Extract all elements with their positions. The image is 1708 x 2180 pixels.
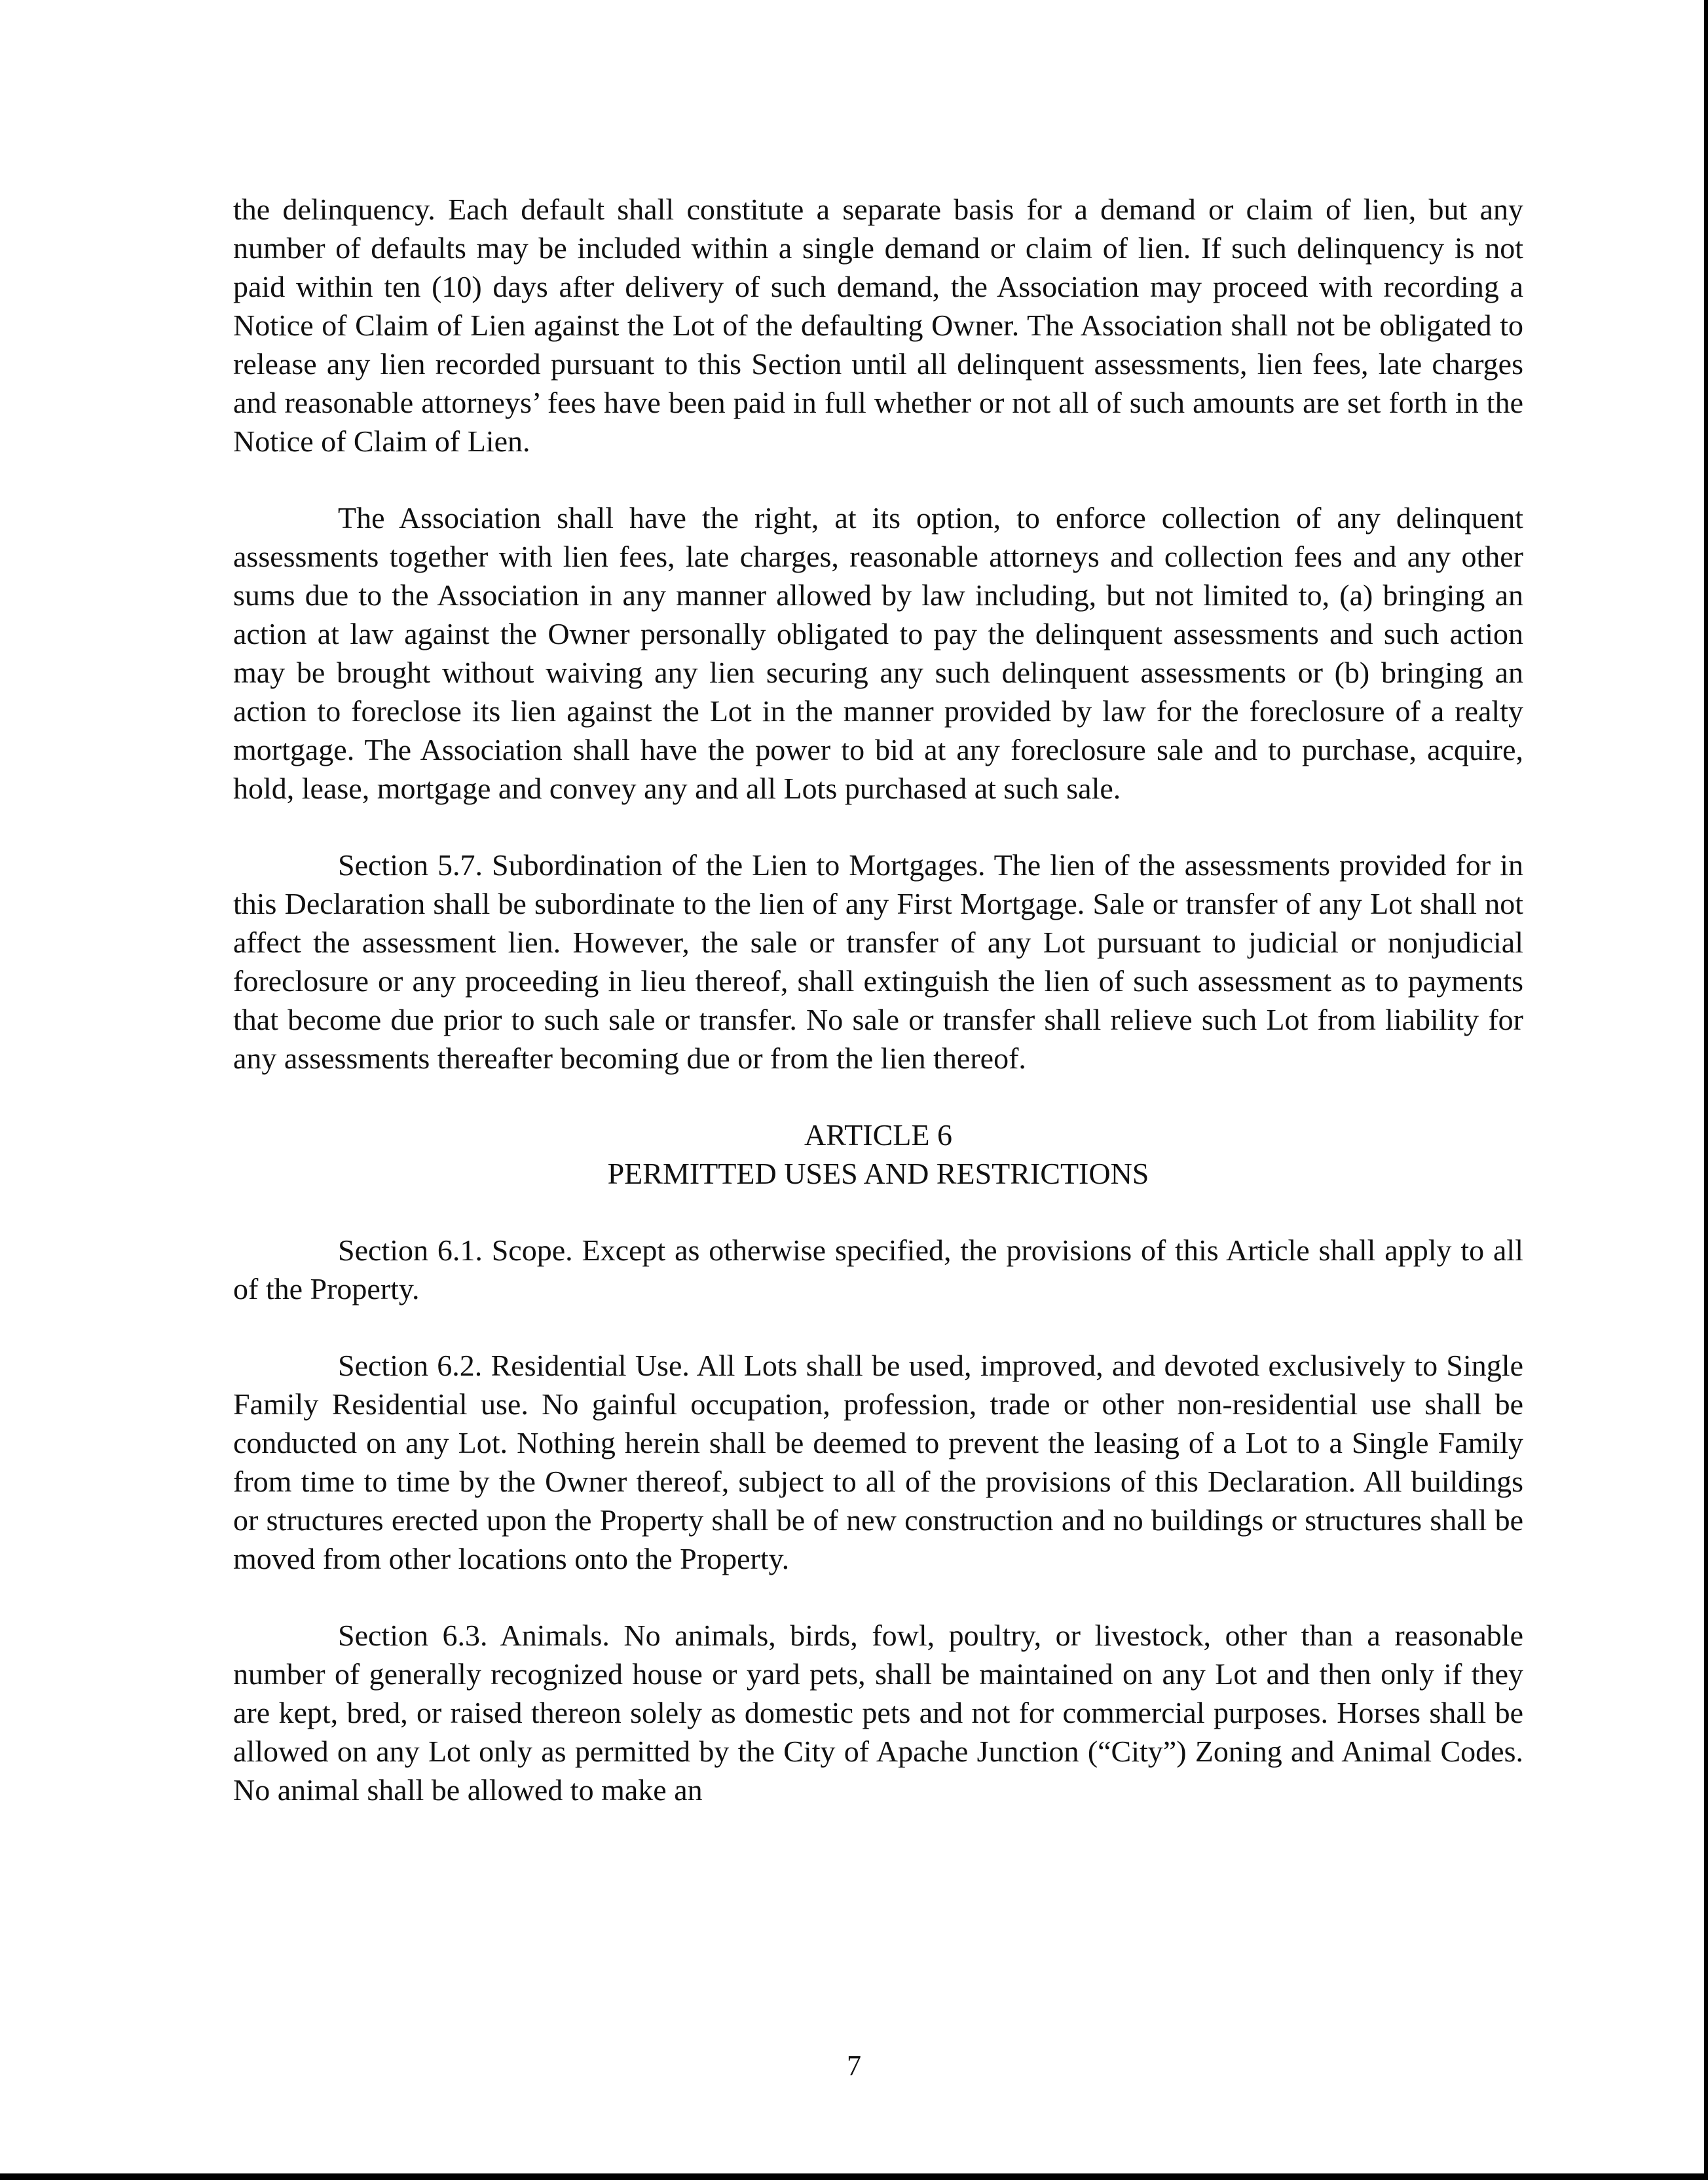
scan-border-right xyxy=(1704,0,1708,2180)
paragraph-section-6-3: Section 6.3. Animals. No animals, birds, fowl, poultry, or livestock, other than a reasonable number of generally recognized house or yard pets, shall be maintained on any Lot and then only if they are kept, bred, or raised thereon solely as domestic pets and not for commercial purposes. Horses shall be allowed on any Lot only as permitted by the City of Apache Junction (“City”) Zoning and Animal Codes. No animal shall be allowed to make an xyxy=(233,1619,1523,1807)
scan-border-bottom xyxy=(0,2173,1708,2180)
article-number: ARTICLE 6 xyxy=(804,1118,952,1152)
article-heading xyxy=(233,1116,1523,1193)
page-number: 7 xyxy=(847,2050,861,2082)
paragraph-section-6-2: Section 6.2. Residential Use. All Lots shall be used, improved, and devoted exclusively to Single Family Residential use. No gainful occupation, profession, trade or other non-residential use shall be conducted on any Lot. Nothing herein shall be deemed to prevent the leasing of a Lot to a Single Family from time to time by the Owner thereof, subject to all of the provisions of this Declaration. All buildings or structures erected upon the Property shall be of new construction and no buildings or structures shall be moved from other locations onto the Property. xyxy=(233,1349,1523,1575)
article-title: PERMITTED USES AND RESTRICTIONS xyxy=(607,1157,1149,1190)
paragraph-section-5-7: Section 5.7. Subordination of the Lien to Mortgages. The lien of the assessments provided for in this Declaration shall be subordinate to the lien of any First Mortgage. Sale or transfer of any Lot shall not affect the assessment lien. However, the sale or transfer of any Lot pursuant to judicial or nonjudicial foreclosure or any proceeding in lieu thereof, shall extinguish the lien of such assessment as to payments that become due prior to such sale or transfer. No sale or transfer shall relieve such Lot from liability for any assessments thereafter becoming due or from the lien thereof. xyxy=(233,848,1523,1075)
paragraph-delinquency-continued: the delinquency. Each default shall constitute a separate basis for a demand or claim of lien, but any number of defaults may be included within a single demand or claim of lien. If such delinquency is not paid within ten (10) days after delivery of such demand, the Association may proceed with recording a Notice of Claim of Lien against the Lot of the defaulting Owner. The Association shall not be obligated to release any lien recorded pursuant to this Section until all delinquent assessments, lien fees, late charges and reasonable attorneys’ fees have been paid in full whether or not all of such amounts are set forth in the Notice of Claim of Lien. xyxy=(233,193,1523,458)
paragraph-enforce-collection: The Association shall have the right, at its option, to enforce collection of any delinquent assessments together with lien fees, late charges, reasonable attorneys and collection fees and any other sums due to the Association in any manner allowed by law including, but not limited to, (a) bringing an action at law against the Owner personally obligated to pay the delinquent assessments and such action may be brought without waiving any lien securing any such delinquent assessments or (b) bringing an action to foreclose its lien against the Lot in the manner provided by law for the foreclosure of a realty mortgage. The Association shall have the power to bid at any foreclosure sale and to purchase, acquire, hold, lease, mortgage and convey any and all Lots purchased at such sale. xyxy=(233,501,1523,805)
paragraph-section-6-1: Section 6.1. Scope. Except as otherwise specified, the provisions of this Article shall apply to all of the Property. xyxy=(233,1233,1523,1306)
document-body xyxy=(233,190,1523,1847)
